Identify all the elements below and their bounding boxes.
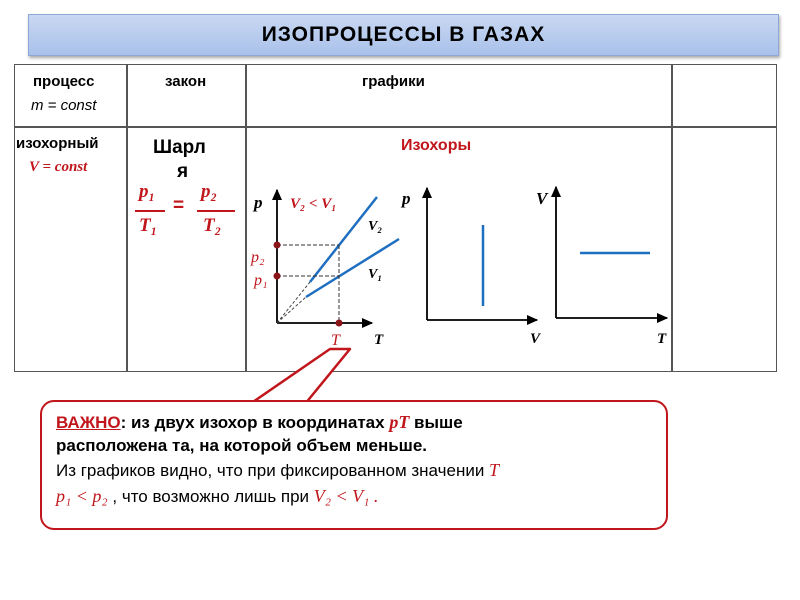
note-line3-var: T [489,460,500,480]
law-name-line1: Шарл [153,137,206,158]
p1-point [274,273,281,280]
header-condition: m = const [31,97,97,114]
header-graphs: графики [362,73,425,90]
label-v2: V₂ [368,219,383,234]
label-p1: p₁ [254,272,268,289]
formula-p2: p₂ [201,181,218,202]
note-line2: расположена та, на которой объем меньше. [56,436,428,455]
law-name-line2: я [177,161,189,182]
note-line3-text: Из графиков видно, что при фиксированном значении [56,461,490,480]
graph3-y-label: V [536,189,548,208]
graph1-x-label: T [374,332,384,348]
note-line1-end: выше [409,413,463,432]
t-point [336,320,343,327]
formula-t1: T₁ [139,215,158,236]
header-process: процесс [33,73,95,90]
graph-vt [536,187,667,347]
note-volume-cond: V₂ < V₁ . [313,486,379,506]
label-p2: p₂ [251,249,265,266]
label-v1: V₁ [368,267,383,282]
label-t: T [331,332,340,349]
note-line1-text: : из двух изохор в координатах [120,413,390,432]
page-title: ИЗОПРОЦЕССЫ В ГАЗАХ [261,23,546,46]
callout-pointer [250,349,350,404]
p2-point [274,242,281,249]
graph2-x-label: V [530,331,541,347]
process-condition: V = const [29,159,88,175]
graph1-extrapolation-v2 [277,282,310,323]
note-pressure-expr: p₁ < p₂ [56,486,108,506]
graph1-inequality: V₂ < V₁ [290,196,337,212]
graph1-extrapolation-v1 [277,297,306,323]
header-law: закон [165,73,207,90]
graph2-y-label: p [402,189,411,208]
note-coords: pT [389,412,410,432]
graph-pt [250,190,399,349]
graph3-x-label: T [657,331,667,347]
formula-p1: p₁ [139,181,156,202]
graph1-y-label: p [254,193,263,212]
important-note [40,400,668,530]
graphs-title: Изохоры [401,137,472,154]
graph-pv [400,188,542,347]
process-name: изохорный [16,135,99,152]
formula-t2: T₂ [203,215,222,236]
note-line4-text: , что возможно лишь при [107,487,314,506]
note-important-label: ВАЖНО [56,413,121,432]
formula-equals: = [173,195,185,216]
